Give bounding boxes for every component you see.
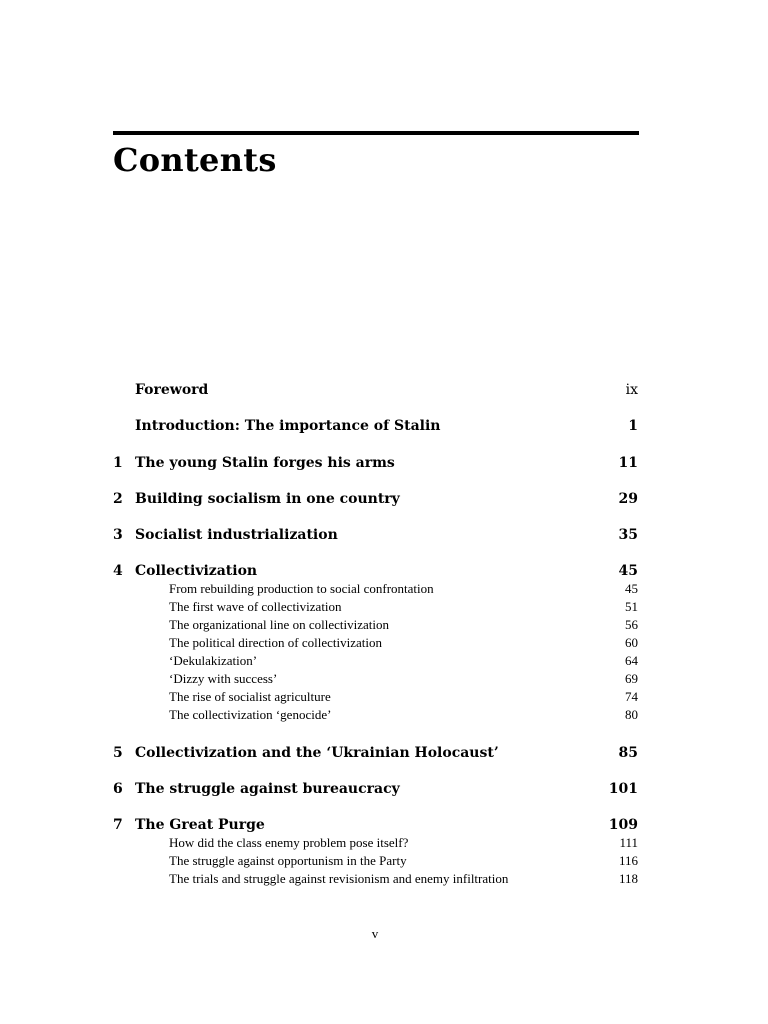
- section-title: The rise of socialist agriculture: [169, 689, 331, 704]
- chapter-page: 101: [608, 781, 638, 797]
- section-page: 111: [619, 835, 638, 850]
- section-page: 56: [625, 617, 638, 632]
- chapter-number: 3: [113, 527, 123, 543]
- chapter-title: Collectivization: [135, 563, 258, 579]
- chapter-title: Socialist industrialization: [135, 527, 338, 543]
- chapter-page: 109: [608, 817, 638, 833]
- section-page: 51: [625, 599, 638, 614]
- section-title: The trials and struggle against revisionism and enemy infiltration: [169, 871, 509, 886]
- chapter-title: Building socialism in one country: [135, 491, 400, 507]
- toc-entry-introduction[interactable]: [0, 416, 768, 436]
- section-page: 60: [625, 635, 638, 650]
- chapter-number: 4: [113, 563, 123, 579]
- toc-entry-page: 1: [628, 418, 638, 434]
- section-title: The collectivization ‘genocide’: [169, 707, 332, 722]
- section-page: 118: [618, 871, 638, 886]
- section-title: The political direction of collectivization: [169, 635, 382, 650]
- chapter-number: 1: [113, 455, 123, 471]
- chapter-page: 85: [618, 745, 638, 761]
- section-title: ‘Dizzy with success’: [169, 671, 278, 686]
- toc-chapter-3[interactable]: [0, 525, 768, 545]
- section-page: 80: [625, 707, 638, 722]
- section-title: From rebuilding production to social confrontation: [169, 581, 434, 596]
- toc-chapter-1[interactable]: [0, 453, 768, 473]
- chapter-page: 45: [618, 563, 638, 579]
- section-page: 64: [625, 653, 638, 668]
- chapter-page: 11: [618, 455, 638, 471]
- chapter-title: The young Stalin forges his arms: [135, 455, 395, 471]
- chapter-page: 35: [618, 527, 638, 543]
- toc-section[interactable]: [0, 579, 768, 599]
- chapter-number: 5: [113, 745, 123, 761]
- section-title: The organizational line on collectivization: [169, 617, 389, 632]
- section-title: How did the class enemy problem pose itself?: [169, 835, 409, 850]
- chapter-number: 7: [113, 817, 123, 833]
- toc-chapter-2[interactable]: [0, 489, 768, 509]
- chapter-title: The Great Purge: [135, 817, 265, 833]
- toc-chapter-6[interactable]: [0, 779, 768, 799]
- chapter-title: The struggle against bureaucracy: [135, 781, 400, 797]
- toc-entry-page: ix: [625, 382, 638, 398]
- toc-chapter-7[interactable]: [0, 815, 768, 835]
- toc-entry-foreword[interactable]: [0, 380, 768, 400]
- chapter-number: 2: [113, 491, 123, 507]
- toc-section[interactable]: [0, 651, 768, 671]
- section-title: The struggle against opportunism in the Party: [169, 853, 407, 868]
- section-page: 116: [618, 853, 638, 868]
- title-rule: [113, 131, 639, 135]
- chapter-number: 6: [113, 781, 123, 797]
- toc-section[interactable]: [0, 633, 768, 653]
- section-title: ‘Dekulakization’: [169, 653, 258, 668]
- page-title: Contents: [113, 141, 277, 179]
- toc-section[interactable]: [0, 833, 768, 853]
- page-number: v: [371, 926, 379, 941]
- toc-entry-title: Introduction: The importance of Stalin: [135, 418, 441, 434]
- section-page: 74: [625, 689, 638, 704]
- section-page: 69: [625, 671, 638, 686]
- toc-section[interactable]: [0, 687, 768, 707]
- section-page: 45: [625, 581, 638, 596]
- chapter-page: 29: [618, 491, 638, 507]
- chapter-title: Collectivization and the ‘Ukrainian Holocaust’: [135, 745, 499, 761]
- toc-section[interactable]: [0, 705, 768, 725]
- toc-chapter-4[interactable]: [0, 561, 768, 581]
- section-title: The first wave of collectivization: [169, 599, 342, 614]
- toc-section[interactable]: [0, 851, 768, 871]
- toc-section[interactable]: [0, 869, 768, 889]
- toc-chapter-5[interactable]: [0, 743, 768, 763]
- toc-entry-title: Foreword: [135, 382, 209, 398]
- toc-section[interactable]: [0, 669, 768, 689]
- toc-section[interactable]: [0, 597, 768, 617]
- toc-section[interactable]: [0, 615, 768, 635]
